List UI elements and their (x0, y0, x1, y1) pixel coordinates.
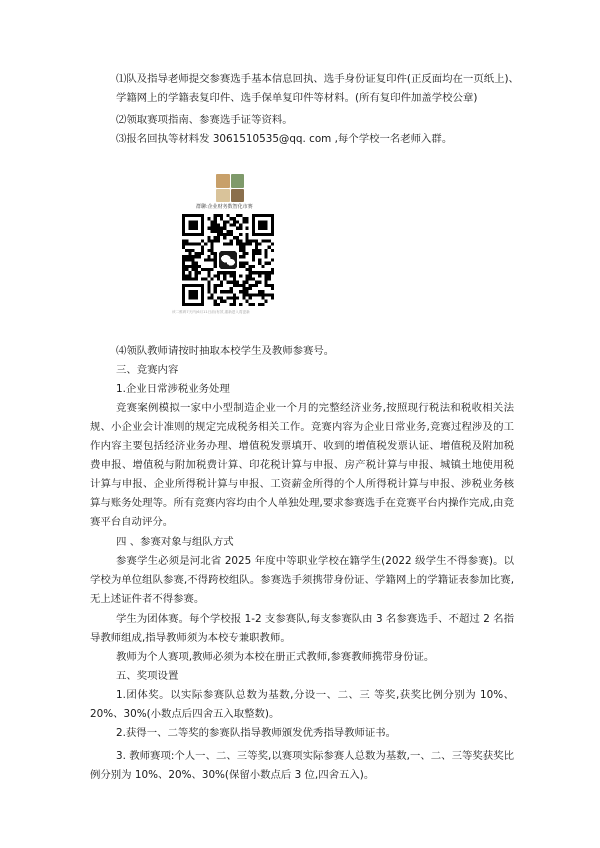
section-heading-4: 四 、参赛对象与组队方式 (116, 536, 234, 548)
section-heading-5: 五、奖项设置 (116, 670, 179, 682)
paragraph-item-3: ⑶报名回执等材料发 3061510535@qq. com ,每个学校一名老师入群。 (116, 133, 453, 145)
paragraph-guide-award: 2.获得一、二等奖的参赛队指导教师颁发优秀指导教师证书。 (116, 727, 397, 739)
section-heading-3: 三、竞赛内容 (116, 364, 179, 376)
paragraph-item-2: ⑵领取赛项指南、参赛选手证等资料。 (116, 114, 293, 126)
paragraph-team: 学生为团体赛。每个学校报 1-2 支参赛队,每支参赛队由 3 名参赛选手、不超过 2 名指导教师组成,指导教师须为本校专兼职教师。 (90, 613, 514, 644)
qr-validity-note: 该二维码7天内(6月11日前)有效,重新进入将更新 (172, 310, 250, 314)
paragraph-team-award: 1.团体奖。以实际参赛队总数为基数,分设一、二、三 等奖,获奖比例分别为 10%、20%、30%(小数点后四舍五入取整数)。 (90, 689, 514, 720)
paragraph-item-1: ⑴队及指导老师提交参赛选手基本信息回执、选手身份证复印件(正反面均在一页纸上)、学籍网上的学籍表复印件、选手保单复印件等材料。(所有复印件加盖学校公章) (116, 73, 519, 104)
paragraph-teacher-award: 3. 教师赛项:个人一、二、三等奖,以赛项实际参赛人总数为基数,一、二、三等奖获奖比例分别为 10%、20%、30%(保留小数点后 3 位,四舍五入)。 (90, 750, 514, 781)
paragraph-eligibility: 参赛学生必须是河北省 2025 年度中等职业学校在籍学生(2022 级学生不得参赛)。以学校为单位组队参赛,不得跨校组队。参赛选手须携带身份证、学籍网上的学籍证表参加比赛,无上述证件者不得参赛。 (90, 555, 514, 605)
group-avatar-icon (216, 174, 244, 202)
qr-code-icon (182, 214, 274, 306)
subheading-3-1: 1.企业日常涉税业务处理 (116, 383, 230, 395)
paragraph-item-4: ⑷领队教师请按时抽取本校学生及教师参赛号。 (116, 345, 335, 357)
paragraph-competition-content: 竞赛案例模拟一家中小型制造企业一个月的完整经济业务,按照现行税法和税收相关法规、小企业会计准则的规定完成税务相关工作。竞赛内容为企业日常业务,竞赛过程涉及的工作内容主要包括经济业务办理、增值税发票填开、收到的增值税发票认证、增值税及附加税费申报、增值税与附加税费计算、印花税计算与申报、房产税计算与申报、城镇土地使用税计算与申报、企业所得税计算与申报、工资薪金所得的个人所得税计算与申报、涉税业务核算与账务处理等。所有竞赛内容均由个人单独处理,要求参赛选手在竞赛平台内操作完成,由竞赛平台自动评分。 (90, 402, 514, 528)
group-caption: 群聊:企业财务数智化市赛 (196, 204, 253, 210)
paragraph-teacher: 教师为个人赛项,教师必须为本校在册正式教师,参赛教师携带身份证。 (116, 651, 435, 663)
